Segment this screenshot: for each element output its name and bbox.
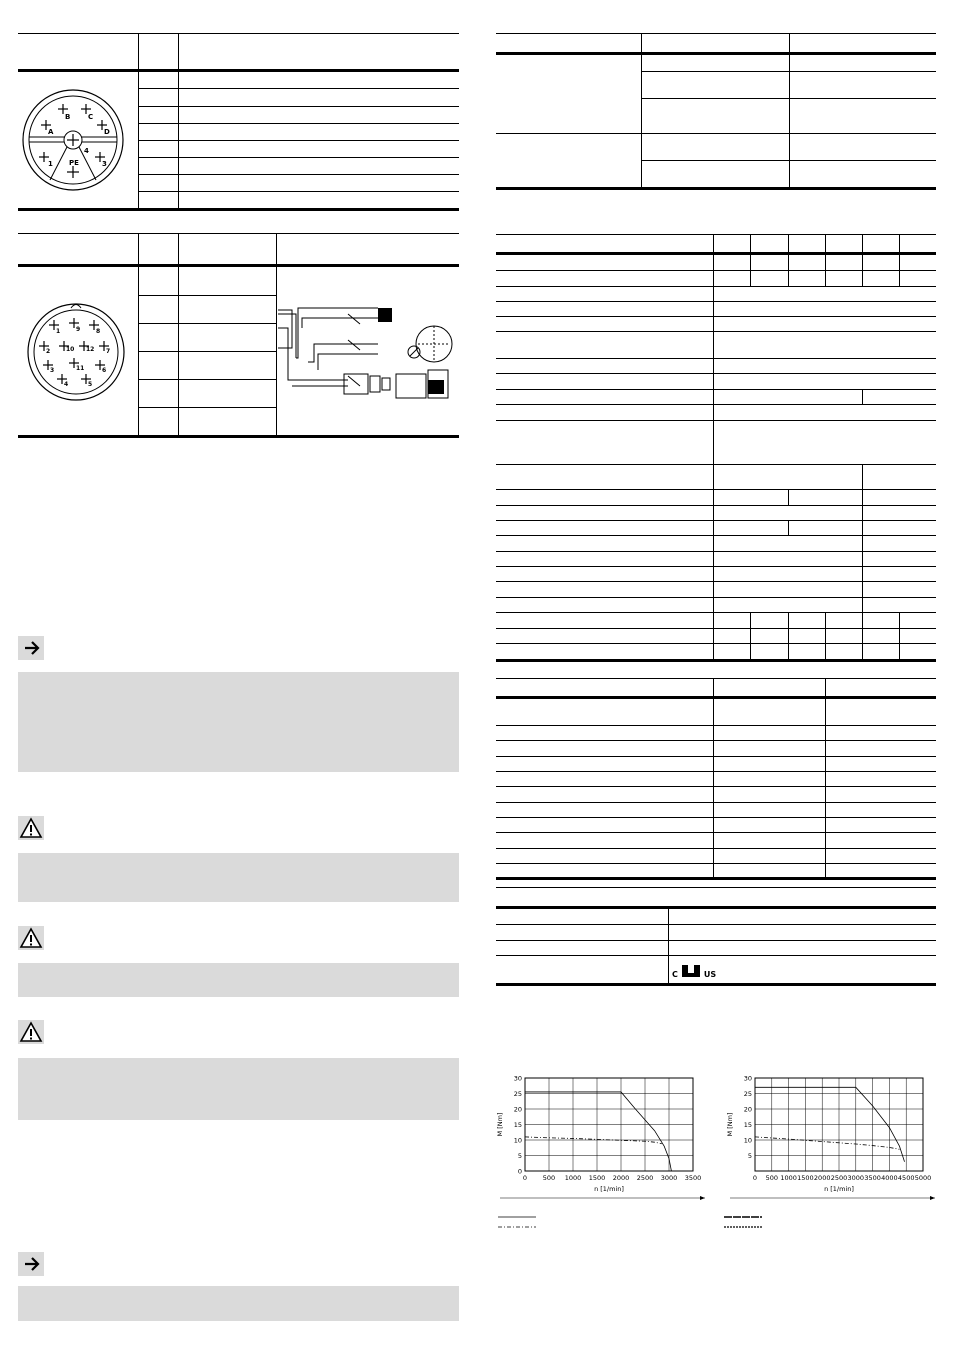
x-tick-label-3: 1500 bbox=[797, 1174, 814, 1182]
pin-label-a: A bbox=[48, 128, 54, 136]
x-tick-label-2: 1000 bbox=[780, 1174, 797, 1182]
x-tick-label-0: 0 bbox=[522, 1174, 528, 1182]
torque-speed-chart-1 bbox=[490, 1070, 705, 1215]
mark-c: C bbox=[672, 970, 678, 979]
x-tick-label-9: 4500 bbox=[897, 1174, 915, 1182]
ul-logo-icon bbox=[680, 963, 702, 979]
torque-speed-chart-2 bbox=[720, 1070, 935, 1215]
x-tick-label-7: 3500 bbox=[864, 1174, 881, 1182]
chart-1-legend bbox=[498, 1212, 538, 1232]
pin-label-1: 1 bbox=[48, 160, 53, 168]
y-tick-label-1: 10 bbox=[743, 1136, 752, 1145]
mark-us: US bbox=[703, 970, 717, 979]
x-tick-label-7: 3500 bbox=[684, 1174, 702, 1182]
ul-certification-mark bbox=[672, 963, 716, 979]
x-tick-label-4: 2000 bbox=[813, 1174, 831, 1182]
y-tick-label-1: 5 bbox=[517, 1152, 522, 1160]
y-tick-label-3: 20 bbox=[743, 1105, 752, 1114]
x-tick-label-4: 2000 bbox=[612, 1174, 630, 1182]
pin-label-3: 3 bbox=[102, 160, 107, 168]
signal-pin-9: 9 bbox=[76, 326, 81, 333]
power-connector-pinout-diagram bbox=[20, 84, 130, 194]
x-tick-label-6: 3000 bbox=[847, 1174, 865, 1182]
x-tick-label-0: 0 bbox=[752, 1174, 758, 1182]
x-tick-label-1: 500 bbox=[542, 1174, 556, 1182]
signal-pin-6: 6 bbox=[102, 367, 107, 374]
signal-pin-1: 1 bbox=[56, 328, 61, 335]
warning-triangle-icon bbox=[18, 1020, 44, 1044]
pin-label-4: 4 bbox=[84, 147, 89, 155]
x-tick-label-2: 1000 bbox=[564, 1174, 582, 1182]
x-axis-label: n [1/min] bbox=[594, 1185, 624, 1193]
x-tick-label-5: 2500 bbox=[636, 1174, 654, 1182]
y-tick-label-6: 30 bbox=[513, 1074, 522, 1083]
series-line-1 bbox=[755, 1137, 899, 1149]
y-tick-label-5: 30 bbox=[743, 1074, 752, 1083]
pin-label-c: C bbox=[88, 113, 94, 121]
y-tick-label-0: 0 bbox=[517, 1167, 522, 1176]
signal-pin-2: 2 bbox=[46, 348, 51, 355]
x-tick-label-5: 2500 bbox=[830, 1174, 848, 1182]
arrow-right-icon bbox=[18, 636, 44, 660]
signal-pin-7: 7 bbox=[106, 348, 111, 355]
y-tick-label-4: 25 bbox=[743, 1090, 752, 1098]
warning-triangle-icon bbox=[18, 926, 44, 950]
pin-label-d: D bbox=[104, 128, 110, 136]
pin-label-pe: PE bbox=[69, 159, 79, 167]
warning-triangle-icon bbox=[18, 816, 44, 840]
signal-pin-4: 4 bbox=[64, 381, 69, 388]
signal-pin-10: 10 bbox=[66, 346, 75, 353]
y-tick-label-5: 25 bbox=[513, 1090, 522, 1098]
series-line-0 bbox=[525, 1092, 671, 1171]
y-axis-label: M [Nm] bbox=[726, 1112, 734, 1137]
signal-connector-pinout-diagram bbox=[24, 300, 128, 404]
signal-pin-3: 3 bbox=[50, 367, 55, 374]
x-axis-arrow-head bbox=[700, 1196, 705, 1200]
series-line-1 bbox=[525, 1137, 662, 1144]
signal-pin-12: 12 bbox=[86, 346, 95, 353]
chart-2-legend bbox=[724, 1212, 764, 1232]
y-axis-label: M [Nm] bbox=[496, 1112, 504, 1137]
x-tick-label-3: 1500 bbox=[588, 1174, 606, 1182]
x-axis-label: n [1/min] bbox=[824, 1185, 854, 1193]
pin-label-b: B bbox=[65, 113, 71, 121]
x-tick-label-1: 500 bbox=[765, 1174, 779, 1182]
x-tick-label-6: 3000 bbox=[660, 1174, 678, 1182]
y-tick-label-0: 5 bbox=[747, 1152, 752, 1160]
y-tick-label-2: 10 bbox=[513, 1136, 522, 1145]
signal-pin-11: 11 bbox=[76, 365, 85, 372]
x-tick-label-8: 4000 bbox=[881, 1174, 898, 1182]
x-tick-label-10: 5000 bbox=[914, 1174, 932, 1182]
y-tick-label-3: 15 bbox=[513, 1121, 522, 1129]
arrow-right-icon bbox=[18, 1252, 44, 1276]
signal-pin-5: 5 bbox=[88, 381, 93, 388]
y-tick-label-4: 20 bbox=[513, 1105, 522, 1114]
x-axis-arrow-head bbox=[930, 1196, 935, 1200]
signal-pin-8: 8 bbox=[96, 328, 101, 335]
encoder-wiring-diagram bbox=[278, 300, 454, 410]
y-tick-label-2: 15 bbox=[743, 1121, 752, 1129]
